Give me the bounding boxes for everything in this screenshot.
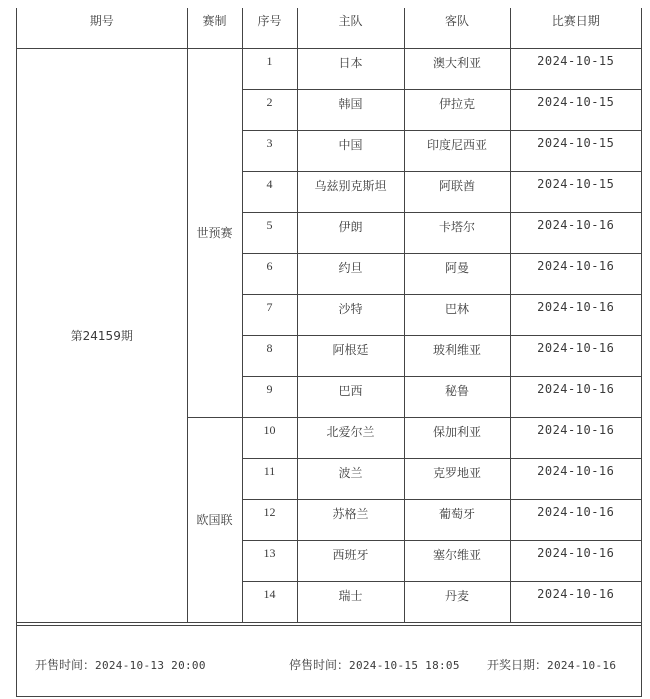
table-header-row: [17, 8, 641, 48]
match-date: 2024-10-16: [510, 417, 641, 458]
match-date: 2024-10-16: [510, 540, 641, 581]
away-team: 阿曼: [404, 253, 510, 294]
sale-start-label: 开售时间：: [35, 658, 96, 672]
away-team: 伊拉克: [404, 89, 510, 130]
match-index: 7: [242, 294, 297, 335]
match-index: 5: [242, 212, 297, 253]
away-team: 卡塔尔: [404, 212, 510, 253]
match-index: 8: [242, 335, 297, 376]
sale-end-time: [289, 656, 460, 673]
away-team: 澳大利亚: [404, 48, 510, 89]
match-date: 2024-10-16: [510, 253, 641, 294]
format-nations-league: 欧国联: [187, 417, 242, 622]
home-team: 北爱尔兰: [297, 417, 404, 458]
home-team: 伊朗: [297, 212, 404, 253]
draw-date-label: 开奖日期：: [487, 658, 548, 672]
away-team: 阿联酋: [404, 171, 510, 212]
sale-end-value: 2024-10-15 18:05: [349, 659, 460, 672]
sale-end-label: 停售时间：: [289, 658, 350, 672]
header-format: 赛制: [187, 8, 242, 48]
away-team: 秘鲁: [404, 376, 510, 417]
match-date: 2024-10-16: [510, 212, 641, 253]
home-team: 西班牙: [297, 540, 404, 581]
home-team: 中国: [297, 130, 404, 171]
match-date: 2024-10-15: [510, 48, 641, 89]
home-team: 巴西: [297, 376, 404, 417]
away-team: 克罗地亚: [404, 458, 510, 499]
home-team: 瑞士: [297, 581, 404, 622]
match-index: 6: [242, 253, 297, 294]
away-team: 葡萄牙: [404, 499, 510, 540]
match-date: 2024-10-16: [510, 458, 641, 499]
match-index: 12: [242, 499, 297, 540]
home-team: 乌兹别克斯坦: [297, 171, 404, 212]
sale-start-time: [35, 656, 206, 673]
home-team: 日本: [297, 48, 404, 89]
header-home-team: 主队: [297, 8, 404, 48]
match-date: 2024-10-15: [510, 171, 641, 212]
home-team: 约旦: [297, 253, 404, 294]
period-number: 第24159期: [17, 48, 187, 622]
match-index: 9: [242, 376, 297, 417]
home-team: 阿根廷: [297, 335, 404, 376]
sale-info-footer: [17, 656, 641, 676]
away-team: 保加利亚: [404, 417, 510, 458]
match-date: 2024-10-16: [510, 294, 641, 335]
draw-date-value: 2024-10-16: [547, 659, 617, 672]
schedule-sheet: [16, 8, 642, 697]
match-index: 11: [242, 458, 297, 499]
table-row: [17, 48, 641, 89]
header-match-date: 比赛日期: [510, 8, 641, 48]
sale-start-value: 2024-10-13 20:00: [95, 659, 206, 672]
match-date: 2024-10-16: [510, 581, 641, 622]
match-index: 14: [242, 581, 297, 622]
header-away-team: 客队: [404, 8, 510, 48]
header-period: 期号: [17, 8, 187, 48]
away-team: 丹麦: [404, 581, 510, 622]
away-team: 巴林: [404, 294, 510, 335]
format-world-cup-qualifier: 世预赛: [187, 48, 242, 417]
match-date: 2024-10-16: [510, 376, 641, 417]
match-date: 2024-10-16: [510, 499, 641, 540]
match-date: 2024-10-15: [510, 89, 641, 130]
home-team: 波兰: [297, 458, 404, 499]
match-schedule-table: [17, 8, 641, 623]
away-team: 印度尼西亚: [404, 130, 510, 171]
home-team: 韩国: [297, 89, 404, 130]
match-index: 3: [242, 130, 297, 171]
match-index: 2: [242, 89, 297, 130]
home-team: 沙特: [297, 294, 404, 335]
home-team: 苏格兰: [297, 499, 404, 540]
match-index: 13: [242, 540, 297, 581]
match-index: 10: [242, 417, 297, 458]
header-index: 序号: [242, 8, 297, 48]
match-index: 1: [242, 48, 297, 89]
match-date: 2024-10-16: [510, 335, 641, 376]
match-date: 2024-10-15: [510, 130, 641, 171]
match-index: 4: [242, 171, 297, 212]
away-team: 玻利维亚: [404, 335, 510, 376]
away-team: 塞尔维亚: [404, 540, 510, 581]
draw-date: [487, 656, 616, 673]
footer-divider: [17, 625, 641, 626]
